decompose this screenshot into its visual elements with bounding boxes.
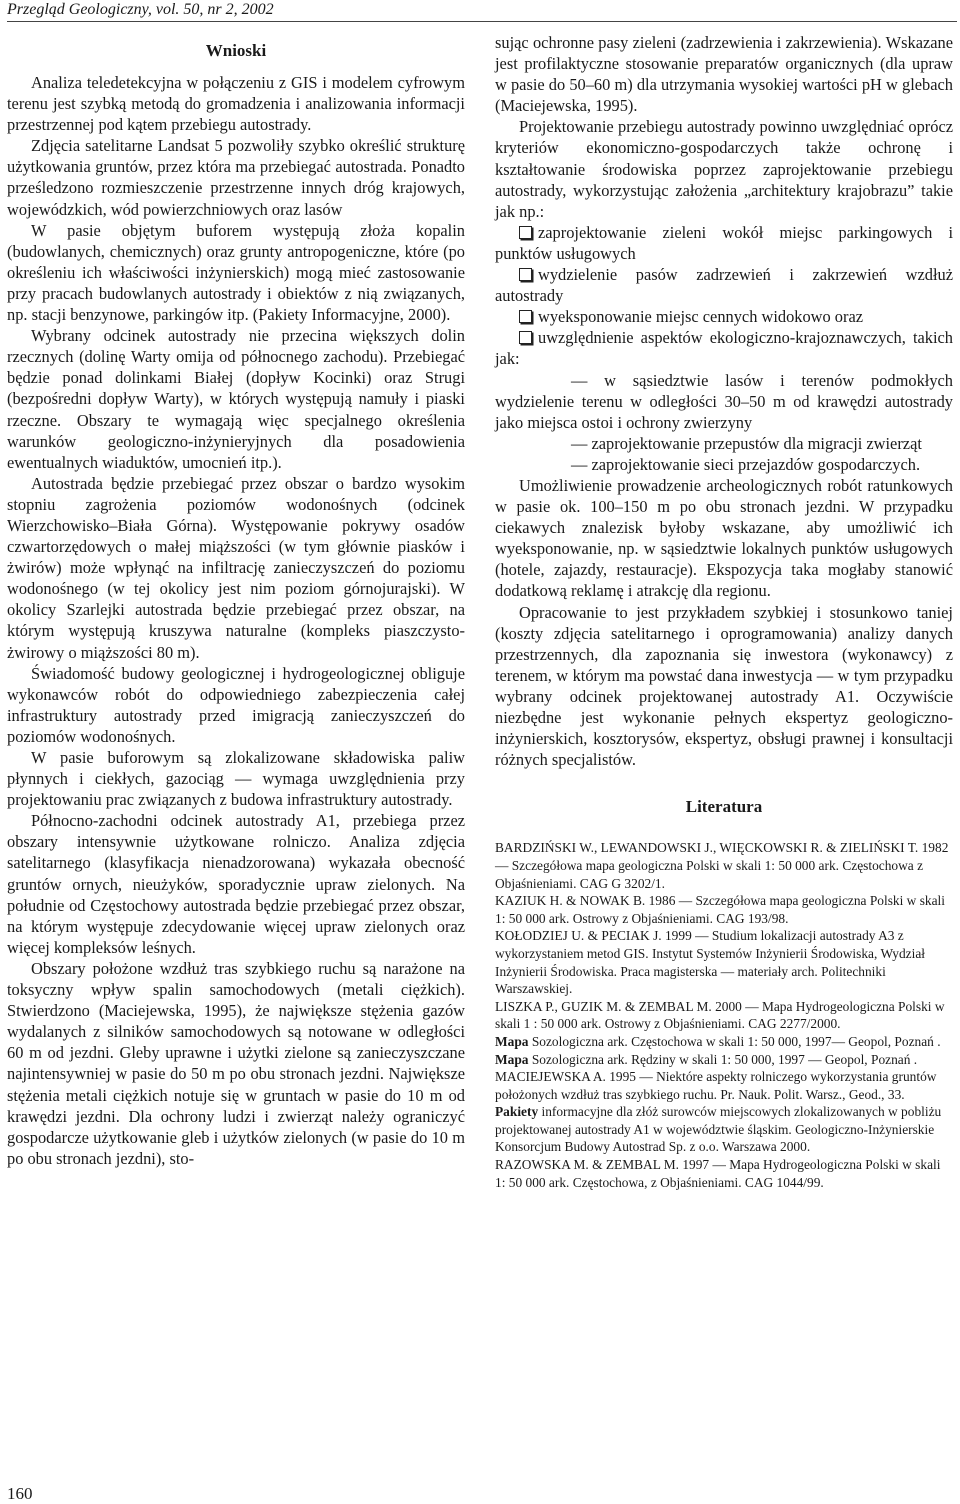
reference-item: KOŁODZIEJ U. & PECIAK J. 1999 — Studium lokalizacji autostrady A3 z wykorzystaniem metod GIS. Instytut Systemów Inżynierii Środowiska, Wydział Inżynierii Środowiska. Praca magisterska — materiały arch. Politechniki Warszawskiej.: [495, 928, 925, 997]
dash-item: [495, 433, 953, 454]
running-head: Przegląd Geologiczny, vol. 50, nr 2, 2002: [7, 0, 957, 22]
left-column: [7, 40, 465, 1169]
paragraph: Północno-zachodni odcinek autostrady A1, przebiega przez obszary intensywnie użytkowane rolniczo. Analiza zdjęcia satelitarnego (klasyfikacja nienadzorowana) wykazała obecność gruntów ornych, nieużyków, sporadycznie upraw zielonych. Na południe od Częstochowy autostrada będzie przebiegać przez obszar, na którym występuje zdecydowanie więcej upraw zielonych oraz więcej kompleksów leśnych.: [7, 811, 465, 957]
em-dash: —: [571, 454, 592, 474]
bullet-item: [495, 264, 953, 306]
bullet-text: uwzględnienie aspektów ekologiczno-krajoznawczych, takich jak:: [495, 328, 953, 369]
section-heading-wnioski: Wnioski: [205, 41, 267, 60]
paragraph: Obszary położone wzdłuż tras szybkiego ruchu są narażone na toksyczny wpływ spalin samochodowych (metali ciężkich). Stwierdzono (Maciejewska, 1995), że największe stężenia gazów wydalanych z silników samochodowych są notowane w odległości 60 m od jezdni. Gleby uprawne i użytki zielone są zanieczyszczane najintensywniej w pasie do 50 m po obu stronach jezdni. Największe stężenia metali ciężkich notuje się w gruntach w pasie do 10 m od krawędzi jezdni. Dla ochrony ludzi i zwierząt należy ograniczyć gospodarcze użytkowanie gleb i użytków zielonych (w pasie do 10 m po obu stronach jezdni), sto-: [7, 958, 465, 1168]
paragraph: Wybrany odcinek autostrady nie przecina większych dolin rzecznych (dolinę Warty omija od północnego zachodu). Przebiegać będzie ponad dolinkami Białej (dopływ Kocinki) oraz Strugi (bezpośredni dopływ Warty), w których występują namuły i piaski rzeczne. Obszary te wymagają więc specjalnego określenia warunków geologiczno-inżynieryjnych dla posadowienia ewentualnych wiaduktów, umocnień itp.).: [7, 326, 465, 472]
dash-text: zaprojektowanie przepustów dla migracji zwierząt: [591, 433, 922, 453]
reference-item: MACIEJEWSKA A. 1995 — Niektóre aspekty rolniczego wykorzystania gruntów położonych wzdłuż tras szybkiego ruchu. Pr. Nauk. Polit. Warsz., Geod., 33.: [495, 1069, 937, 1102]
section-heading-literatura: Literatura: [685, 797, 763, 817]
reference-item: BARDZIŃSKI W., LEWANDOWSKI J., WIĘCKOWSKI R. & ZIELIŃSKI T. 1982 — Szczegółowa mapa geologiczna Polski w skali 1: 50 000 ark. Częstochowa z Objaśnieniami. CAG G 3202/1.: [495, 840, 949, 891]
reference-item: Mapa Sozologiczna ark. Rędziny w skali 1: 50 000, 1997 — Geopol, Poznań .: [495, 1051, 918, 1067]
paragraph: Zdjęcia satelitarne Landsat 5 pozwoliły szybko określić strukturę użytkowania gruntów, przez która ma przebiegać autostrada. Ponadto prześledzono rozmieszczenie przestrzenne innych dróg krajowych, wojewódzkich, wód powierzchniowych oraz lasów: [7, 136, 465, 219]
paragraph: Opracowanie to jest przykładem szybkiej i stosunkowo taniej (koszty zdjęcia satelitarnego i oprogramowania) analizy danych przestrzennych, dla zapoznania się inwestora (wykonawcy) z terenem, w którym ma powstać dana inwestycja — w tym przypadku wybrany odcinek projektowanej autostrady A1. Oczywiście niezbędne jest wykonanie pełnych ekspertyz geologiczno-inżynierskich, kosztorysów, ekspertyz, obsługi prawnej i konsultacji różnych specjalistów.: [495, 602, 953, 770]
paragraph: Świadomość budowy geologicznej i hydrogeologicznej obliguje wykonawców robót do odpowiedniego zabezpieczenia całej infrastruktury autostrady przed imigracją zanieczyszczeń do poziomów wodonośnych.: [7, 663, 465, 746]
reference-list: [495, 839, 953, 1191]
checkbox-bullet-icon: [519, 226, 532, 239]
dash-text: w sąsiedztwie lasów i terenów podmokłych wydzielenie terenu w odległości 30–50 m od krawędzi autostrady jako miejsca ostoi i ochrony zwierzyny: [495, 370, 953, 432]
bullet-text: wyeksponowanie miejsc cennych widokowo oraz: [538, 307, 863, 327]
right-column: [495, 32, 953, 1191]
checkbox-bullet-icon: [519, 310, 532, 323]
bullet-item: [495, 222, 953, 264]
bullet-text: zaprojektowanie zieleni wokół miejsc parkingowych i punktów usługowych: [495, 222, 953, 263]
dash-item: [495, 370, 953, 433]
paragraph: Umożliwienie prowadzenie archeologicznych robót ratunkowych w pasie ok. 100–150 m po obu stronach jezdni. W przypadku ciekawych znalezisk byłoby wskazane, aby umożliwić ich wyeksponowanie, np. w sąsiedztwie lokalnych punktów usługowych (hotele, zajazdy, restauracje). Ekspozycja taka mogłaby stanowić dodatkową reklamę i atrakcję dla regionu.: [495, 475, 953, 601]
dash-text: zaprojektowanie sieci przejazdów gospodarczych.: [591, 454, 921, 474]
reference-item: Pakiety informacyjne dla złóż surowców miejscowych zlokalizowanych w pobliżu projektowanej autostrady A1 w województwie śląskim. Geologiczno-Inżynierskie Konsorcjum Budowy Autostrad Sp. z o.o. Warszawa 2000.: [495, 1104, 942, 1155]
paragraph: sując ochronne pasy zieleni (zadrzewienia i zakrzewienia). Wskazane jest profilaktyczne stosowanie preparatów organicznych (dla upraw w pasie do 50–60 m) dla utrzymania wysokiej wartości pH w glebach (Maciejewska, 1995).: [495, 33, 953, 116]
em-dash: —: [571, 370, 605, 390]
reference-item: KAZIUK H. & NOWAK B. 1986 — Szczegółowa mapa geologiczna Polski w skali 1: 50 000 ark. Ostrowy z Objaśnieniami. CAG 193/98.: [495, 893, 945, 926]
paragraph: W pasie objętym buforem występują złoża kopalin (budowlanych, chemicznych) oraz grunty antropogeniczne, które (po określeniu ich właściwości inżynierskich) mogą mieć zastosowanie przy pracach budowlanych autostrady i obiektów z nią związanych, np. stacji benzynowe, parkingów itp. (Pakiety Informacyjne, 2000).: [7, 220, 465, 325]
bullet-text: wydzielenie pasów zadrzewień i zakrzewień wzdłuż autostrady: [495, 265, 953, 306]
paragraph: W pasie buforowym są zlokalizowane składowiska paliw płynnych i ciekłych, gazociąg — wymaga uwzględnienia przy projektowaniu prac związanych z budowa infrastruktury autostrady.: [7, 748, 465, 810]
reference-item: Mapa Sozologiczna ark. Częstochowa w skali 1: 50 000, 1997— Geopol, Poznań .: [495, 1033, 941, 1049]
paragraph: Projektowanie przebiegu autostrady powinno uwzględniać oprócz kryteriów ekonomiczno-gospodarczych także ochronę i kształtowanie środowiska poprzez zaprojektowanie przebiegu autostrady, wykorzystując założenia „architektury krajobrazu” takie jak np.:: [495, 117, 953, 221]
paragraph: Analiza teledetekcyjna w połączeniu z GIS i modelem cyfrowym terenu jest szybką metodą do gromadzenia i analizowania informacji przestrzennej pod kątem przebiegu autostrady.: [7, 73, 465, 135]
bullet-item: [495, 327, 953, 369]
page-number: 160: [7, 1484, 33, 1503]
em-dash: —: [571, 433, 592, 453]
dash-item: [495, 454, 953, 475]
bullet-item: [495, 306, 953, 327]
checkbox-bullet-icon: [519, 268, 532, 281]
paragraph: Autostrada będzie przebiegać przez obszar o bardzo wysokim stopniu zagrożenia poziomów wodonośnych (odcinek Wierzchowisko–Biała Górna). Występowanie pokrywy osadów czwartorzędowych o małej miąższości (w tym głównie piasków i żwirów) może wpłynąć na infiltrację zanieczyszczeń do poziomu wodonośnego (w tej okolicy jest nim poziom górnojurajski). W okolicy Szarlejki autostrada będzie przebiegać przez obszar, na którym występują kruszywa naturalne (kompleks piaszczysto-żwirowy o miąższości 80 m).: [7, 473, 465, 662]
reference-item: RAZOWSKA M. & ZEMBAL M. 1997 — Mapa Hydrogeologiczna Polski w skali 1: 50 000 ark. Częstochowa, z Objaśnieniami. CAG 1044/99.: [495, 1157, 941, 1190]
reference-item: LISZKA P., GUZIK M. & ZEMBAL M. 2000 — Mapa Hydrogeologiczna Polski w skali 1 : 50 000 ark. Ostrowy z Objaśnieniami. CAG 2277/2000.: [495, 998, 945, 1032]
checkbox-bullet-icon: [519, 331, 532, 344]
